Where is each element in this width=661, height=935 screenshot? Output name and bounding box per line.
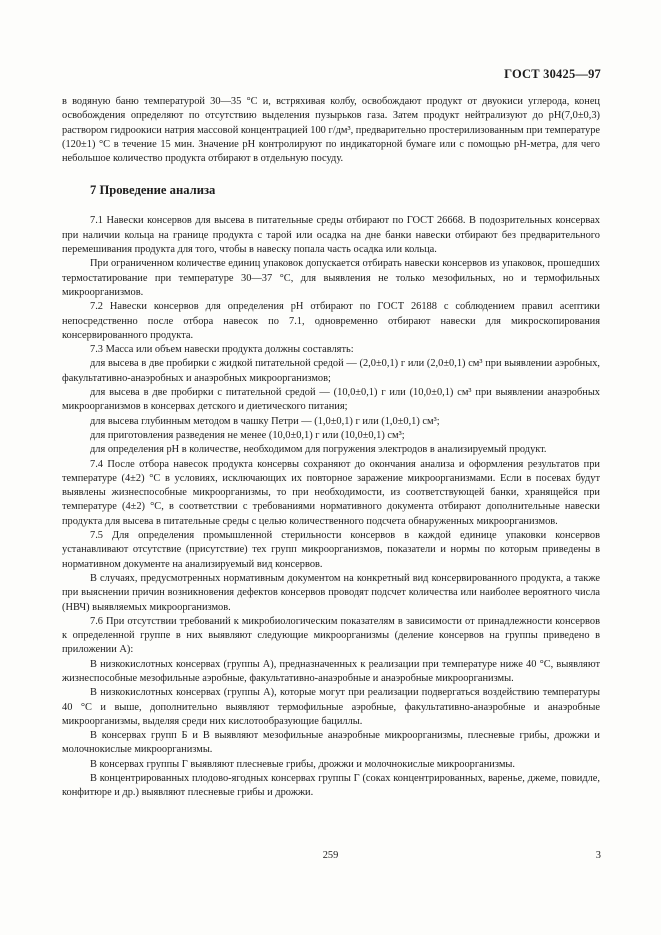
paragraph-7-4: 7.4 После отбора навесок продукта консервы сохраняют до окончания анализа и оформления результатов при температуре (4±2) °С в условиях, исключающих их повторное заражение микроорганизмами. Если в посевах будут выявлены жизнеспособные микроорганизмы, то при необходимости, из соответствующей банки, хранящейся при температуре (4±2) °С, в соответствии с требованиями нормативного документа отбирают дополнительные навески продукта для высева в питательные среды с целью количественного подсчета обнаруженных микроорганизмов. [62,458,600,527]
document-body [62,95,600,801]
list-item: для определения рН в количестве, необходимом для погружения электродов в анализируемый продукт. [90,444,547,456]
paragraph-7-5: 7.5 Для определения промышленной стерильности консервов в каждой единице упаковки консервов устанавливают отсутствие (присутствие) тех групп микроорганизмов, показатели и нормы по которым приведены в нормативном документе на анализируемый вид консервов. [62,530,600,570]
list-item: для высева в две пробирки с питательной средой — (10,0±0,1) г или (10,0±0,1) см³ при выявлении анаэробных микроорганизмов в консервах детского и диетического питания; [62,387,600,413]
paragraph-7-1: 7.1 Навески консервов для высева в питательные среды отбирают по ГОСТ 26668. В подозрительных консервах при наличии кольца на границе продукта с тарой или осадка на дне банки навески отбирают без предварительного перемешивания продукта для того, чтобы в навеску попала часть осадка или кольца. [62,215,600,256]
paragraph: В концентрированных плодово-ягодных консервах группы Г (соках концентрированных, варенье, джеме, повидле, конфитюре и др.) выявляют плесневые грибы и дрожжи. [62,773,600,799]
paragraph-7-3: 7.3 Масса или объем навески продукта должны составлять: [90,344,354,356]
list-item: для приготовления разведения не менее (10,0±0,1) г или (10,0±0,1) см³; [90,429,405,441]
paragraph: В консервах групп Б и В выявляют мезофильные анаэробные микроорганизмы, плесневые грибы, дрожжи и молочнокислые микроорганизмы. [62,730,600,756]
section-heading: 7 Проведение анализа [90,183,216,198]
standard-code: ГОСТ 30425—97 [504,67,601,81]
page-number: 259 [322,850,339,861]
paragraph-7-6: 7.6 При отсутствии требований к микробиологическим показателям в зависимости от принадлежности консервов к определенной группе в них выявляют следующие микроорганизмы (деление консервов на группы приведено в приложении А): [62,615,600,656]
page-corner-number: 3 [595,850,601,861]
continuation-paragraph: в водяную баню температурой 30—35 °С и, встряхивая колбу, освобождают продукт от двуокиси углерода, конец освобождения определяют по отсутствию выделения пузырьков газа. Затем продукт нейтрализуют до рН(7,0±0,3) раствором гидроокиси натрия массовой концентрацией 100 г/дм³, предварительно простерилизованным при температуре (120±1) °С в течение 15 мин. Значение рН контролируют по индикаторной бумаге или с помощью рН-метра, для чего небольшое количество продукта отбирают в отдельную посуду. [62,96,600,165]
list-item: для высева глубинным методом в чашку Петри — (1,0±0,1) г или (1,0±0,1) см³; [90,415,440,427]
paragraph-7-2: 7.2 Навески консервов для определения рН отбирают по ГОСТ 26188 с соблюдением правил асептики непосредственно после отбора навесок по 7.1, одновременно отбирают навески для микроскопирования консервированного продукта. [62,301,600,341]
paragraph: В консервах группы Г выявляют плесневые грибы, дрожжи и молочнокислые микроорганизмы. [90,758,515,770]
list-item: для высева в две пробирки с жидкой питательной средой — (2,0±0,1) г или (2,0±0,1) см³ при выявлении аэробных, факультативно-анаэробных и анаэробных микроорганизмов; [62,358,600,384]
paragraph: В случаях, предусмотренных нормативным документом на конкретный вид консервированного продукта, а также при выяснении причин возникновения дефектов консервов проводят подсчет количества или наиболее вероятного числа (НВЧ) выявляемых микроорганизмов. [62,572,600,613]
paragraph: В низкокислотных консервах (группы А), предназначенных к реализации при температуре ниже 40 °С, выявляют жизнеспособные мезофильные аэробные, факультативно-анаэробные и анаэробные микроорганизмы. [62,658,600,684]
paragraph: При ограниченном количестве единиц упаковок допускается отбирать навески консервов из упаковок, прошедших термостатирование при температуре 30—37 °С, для выявления не только мезофильных, но и термофильных микроорганизмов. [62,258,600,298]
paragraph: В низкокислотных консервах (группы А), которые могут при реализации подвергаться воздействию температуры 40 °С и выше, дополнительно выявляют термофильные аэробные, факультативно-анаэробные и анаэробные микроорганизмы, выделяя среди них кислотообразующие бациллы. [62,687,600,727]
